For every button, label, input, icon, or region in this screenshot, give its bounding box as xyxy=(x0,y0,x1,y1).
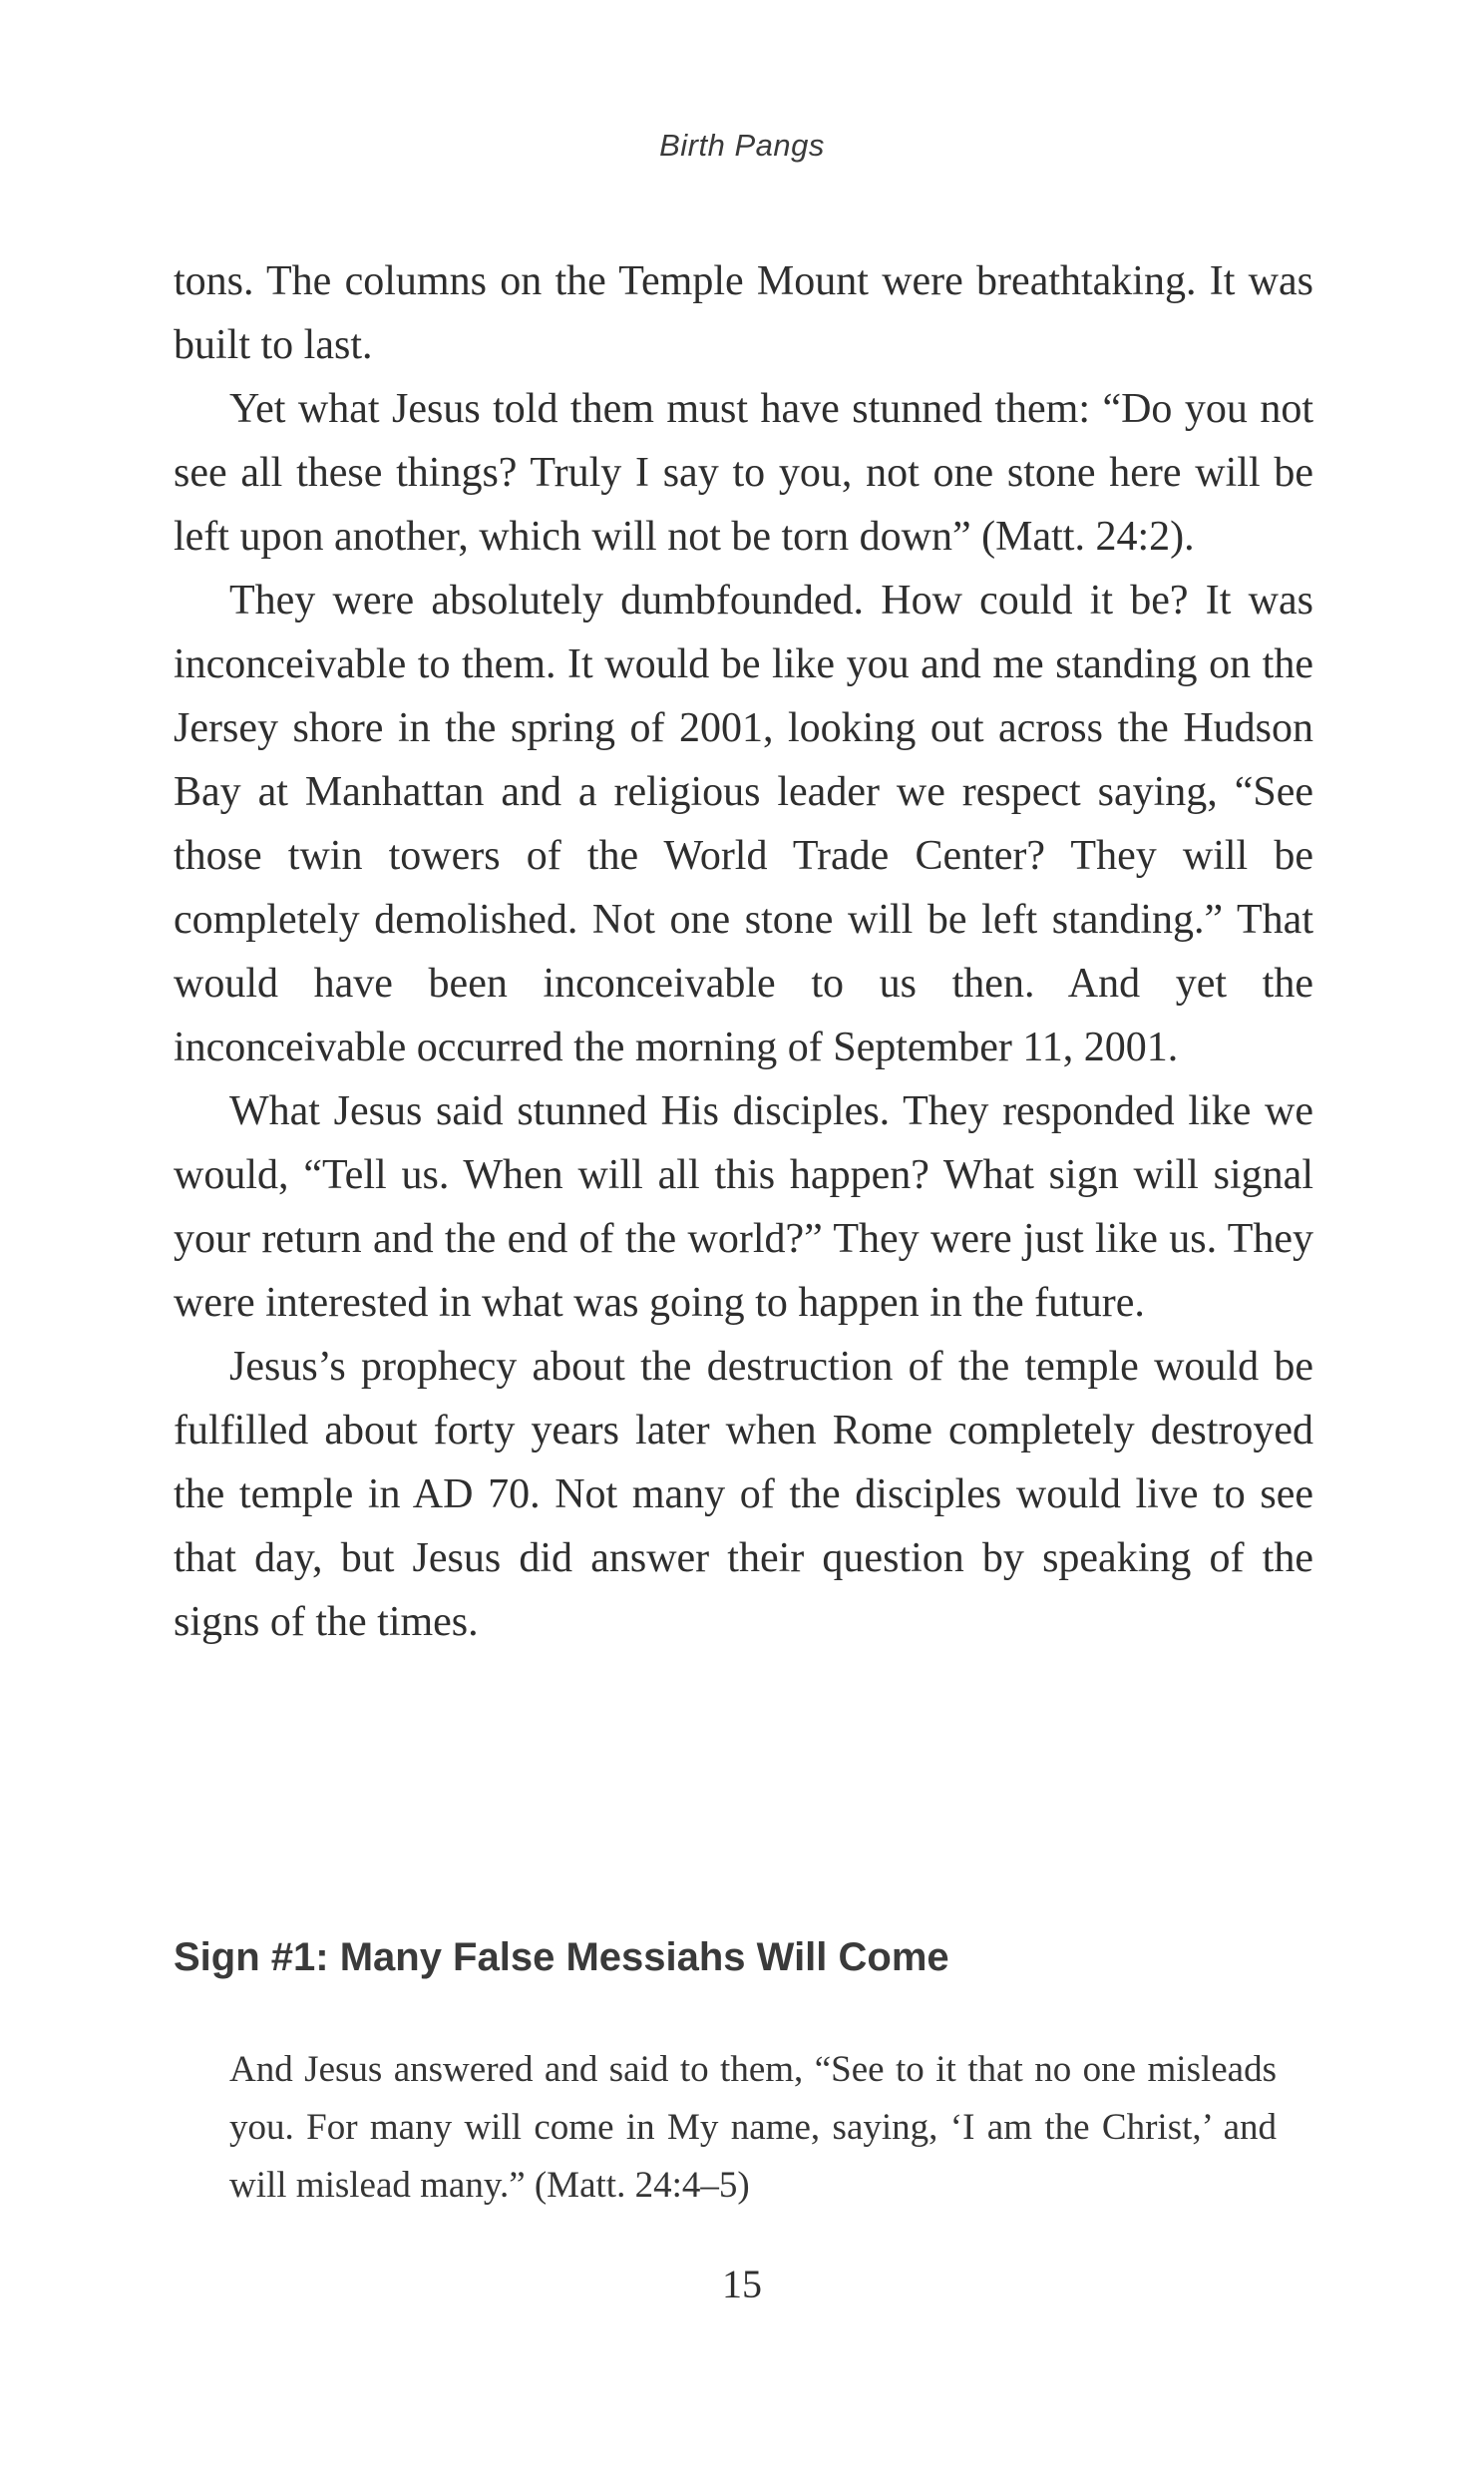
body-text xyxy=(174,249,1313,1654)
paragraph: They were absolutely dumbfounded. How could it be? It was inconceivable to them. It would be like you and me standing on the Jersey shore in the spring of 2001, looking out across the Hudson Bay at Manhattan and a religious leader we respect saying, “See those twin towers of the World Trade Center? They will be completely demolished. Not one stone will be left standing.” That would have been inconceivable to us then. And yet the inconceivable occurred the morning of September 11, 2001. xyxy=(174,578,1313,1070)
paragraph: tons. The columns on the Temple Mount were breathtaking. It was built to last. xyxy=(174,258,1313,368)
paragraph: Yet what Jesus told them must have stunned them: “Do you not see all these things? Truly I say to you, not one stone here will be left upon another, which will not be torn down” (Matt. 24:2). xyxy=(174,386,1313,560)
running-head: Birth Pangs xyxy=(659,128,825,163)
block-quote: And Jesus answered and said to them, “See to it that no one misleads you. For many will come in My name, saying, ‘I am the Christ,’ and will mislead many.” (Matt. 24:4–5) xyxy=(229,2049,1277,2206)
paragraph: Jesus’s prophecy about the destruction of the temple would be fulfilled about forty years later when Rome completely destroyed the temple in AD 70. Not many of the disciples would live to see that day, but Jesus did answer their question by speaking of the signs of the times. xyxy=(174,1344,1313,1645)
paragraph: What Jesus said stunned His disciples. They responded like we would, “Tell us. When will all this happen? What sign will signal your return and the end of the world?” They were just like us. They were interested in what was going to happen in the future. xyxy=(174,1088,1313,1326)
page-number: 15 xyxy=(722,2262,762,2306)
section-heading: Sign #1: Many False Messiahs Will Come xyxy=(174,1935,949,1979)
